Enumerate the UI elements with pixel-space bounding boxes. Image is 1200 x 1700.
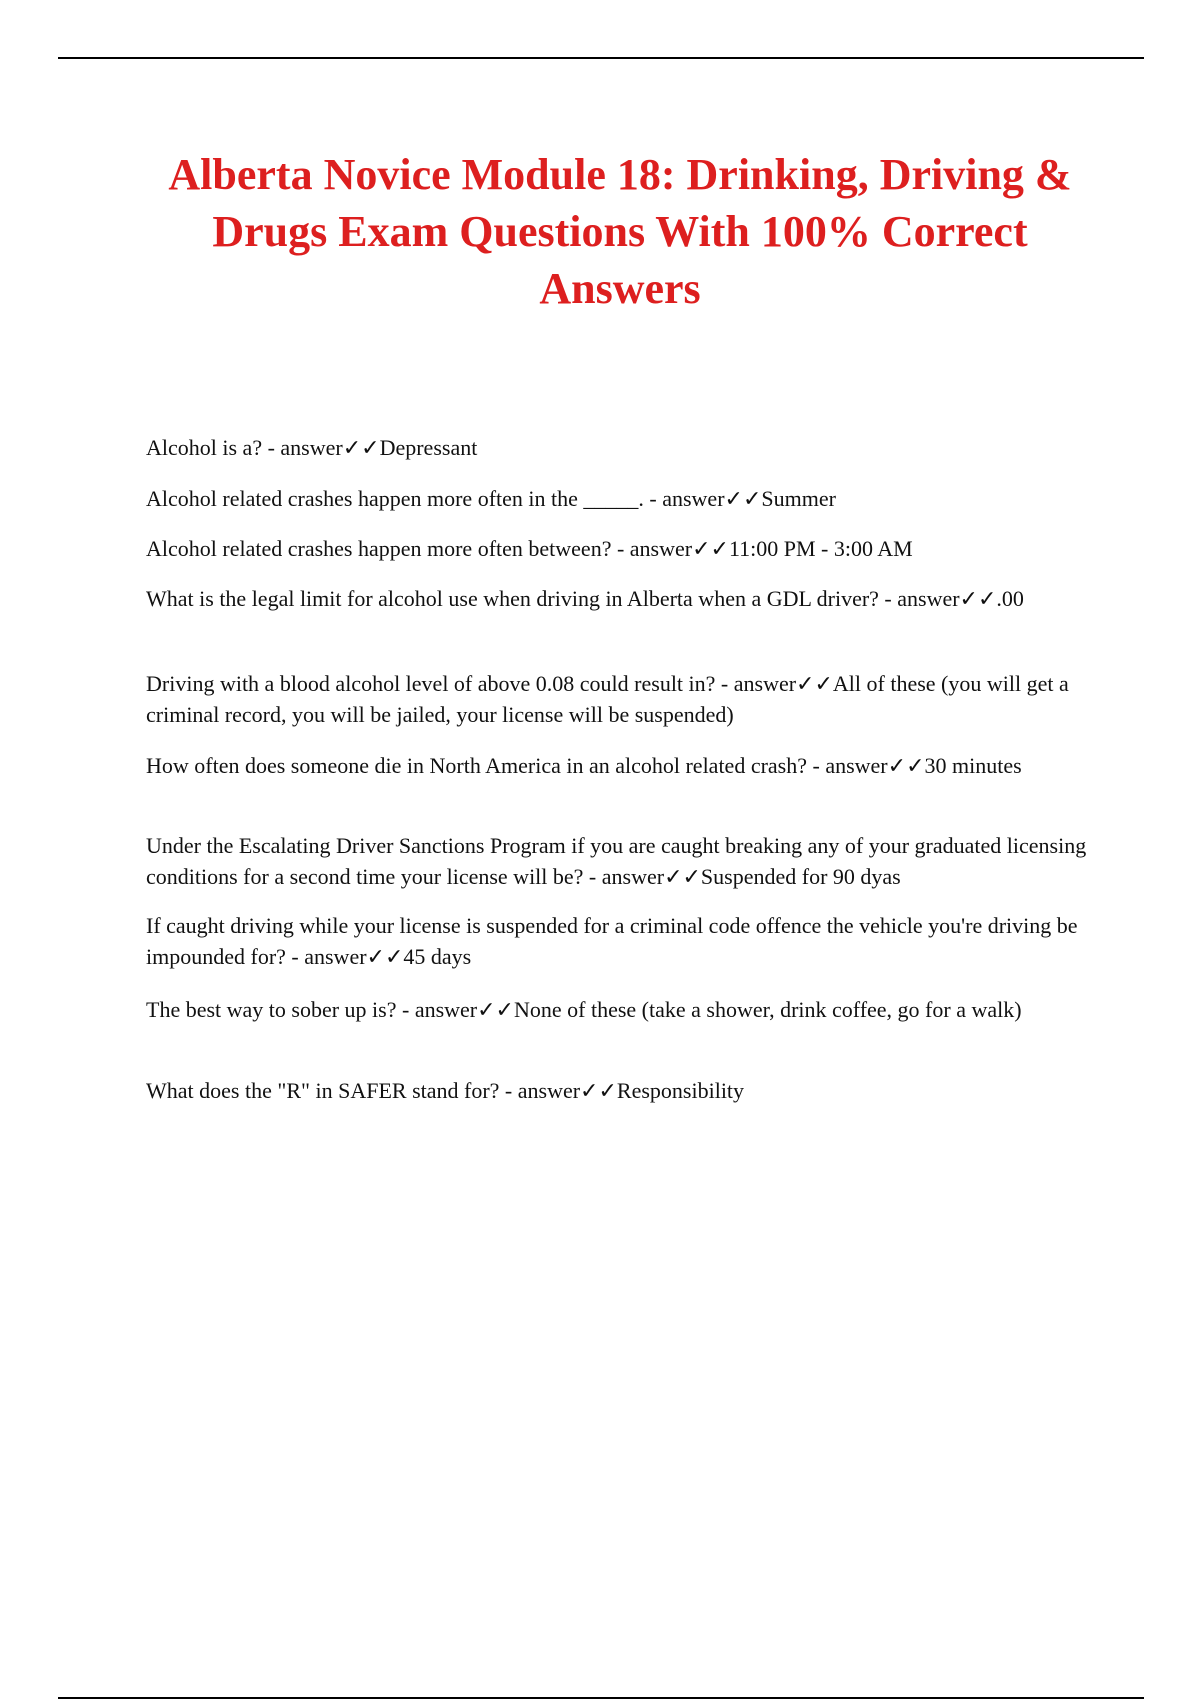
bottom-rule — [58, 1697, 1144, 1699]
question-answer-item: What is the legal limit for alcohol use when driving in Alberta when a GDL driver? - answer✓✓.00 — [146, 586, 1024, 611]
question-answer-item: Alcohol related crashes happen more often between? - answer✓✓11:00 PM - 3:00 AM — [146, 536, 913, 561]
question-answer-item: Under the Escalating Driver Sanctions Program if you are caught breaking any of your graduated licensing conditions for a second time your license will be? - answer✓✓Suspended for 90 dyas — [146, 833, 1087, 889]
question-answer-item: The best way to sober up is? - answer✓✓None of these (take a shower, drink coffee, go for a walk) — [146, 997, 1022, 1022]
document-title: Alberta Novice Module 18: Drinking, Driving & Drugs Exam Questions With 100% Correct Answers — [168, 150, 1072, 313]
question-answer-item: Alcohol is a? - answer✓✓Depressant — [146, 435, 478, 460]
question-answer-item: If caught driving while your license is suspended for a criminal code offence the vehicle you're driving be impounded for? - answer✓✓45 days — [146, 913, 1078, 969]
question-answer-item: What does the "R" in SAFER stand for? - answer✓✓Responsibility — [146, 1078, 745, 1103]
top-rule — [58, 57, 1144, 59]
question-answer-item: Alcohol related crashes happen more often in the _____. - answer✓✓Summer — [146, 486, 836, 511]
question-answer-item: How often does someone die in North America in an alcohol related crash? - answer✓✓30 minutes — [146, 753, 1022, 778]
question-answer-item: Driving with a blood alcohol level of above 0.08 could result in? - answer✓✓All of these (you will get a criminal record, you will be jailed, your license will be suspended) — [146, 671, 1069, 727]
